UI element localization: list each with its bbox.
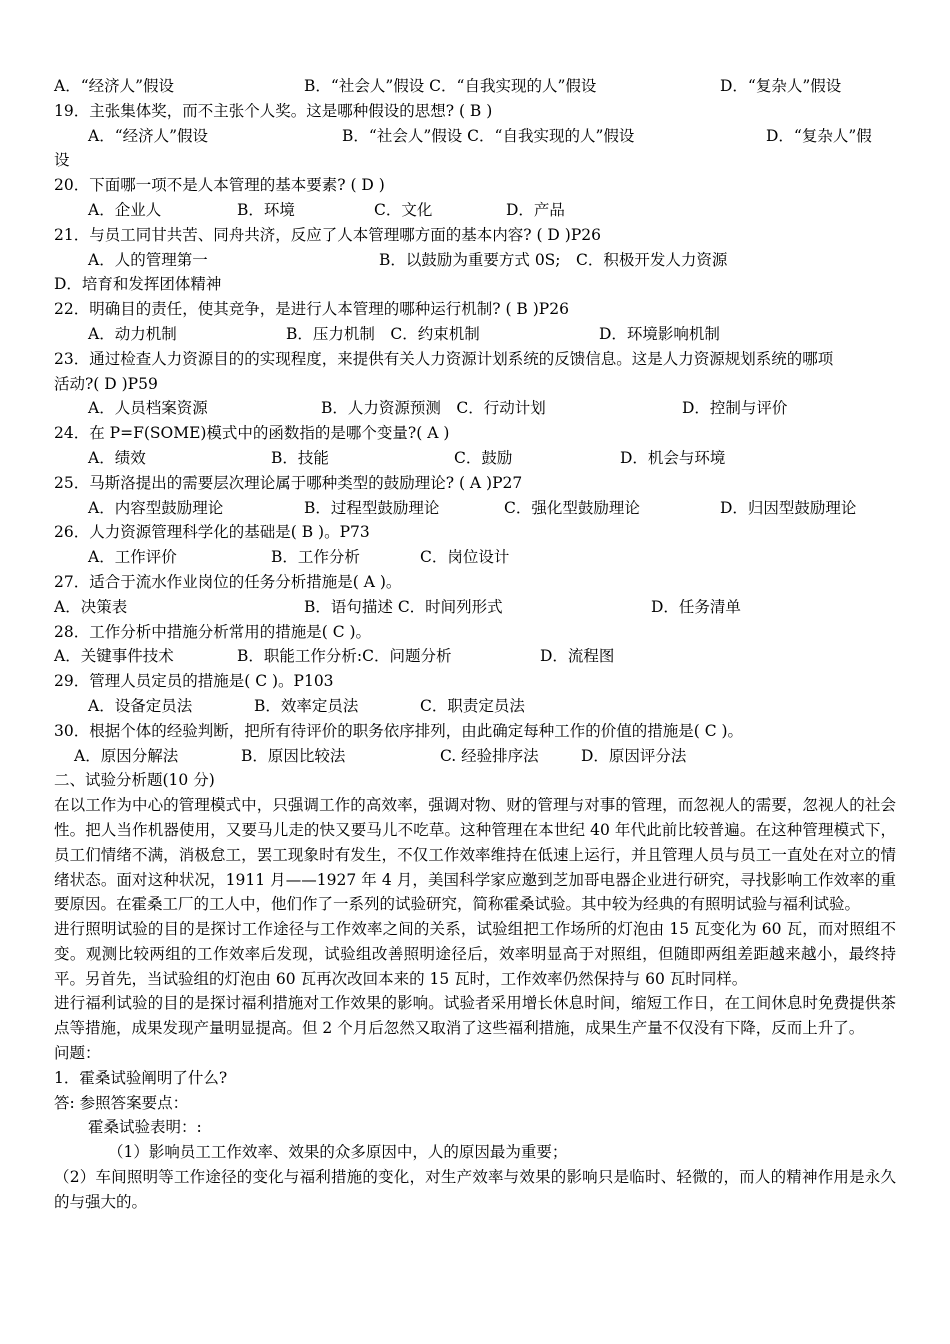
q26-option-c: C．岗位设计	[420, 548, 510, 567]
q21-options	[54, 248, 896, 273]
section2-paragraph-3: 进行福利试验的目的是探讨福利措施对工作效果的影响。试验者采用增长休息时间，缩短工作日，在工间休息时免费提供茶点等措施，成果发现产量明显提高。但 2 个月后忽然又取消了这些福利措施，成果生产量不仅没有下降，反而上升了。	[54, 994, 896, 1038]
q23-option-a: A．人员档案资源	[88, 399, 208, 418]
q26-option-b: B．工作分析	[271, 548, 360, 567]
q22-question: 22．明确目的责任，使其竞争，是进行人本管理的哪种运行机制? ( B )P26	[54, 300, 569, 319]
answer-intro: 霍桑试验表明：:	[88, 1118, 202, 1137]
section2-paragraph-1: 在以工作为中心的管理模式中，只强调工作的高效率，强调对物、财的管理与对事的管理，而忽视人的需要，忽视人的社会性。把人当作机器使用，又要马儿走的快又要马儿不吃草。这种管理在本世纪 40 年代此前比较普遍。在这种管理模式下，员工们情绪不满，消极怠工，罢工现象时有发生，不仅工作效率维持在低速上运行，并且管理人员与员工一直处在对立的情绪状态。面对这种状况，1911 月——1927 年 4 月，美国科学家应邀到芝加哥电器企业进行研究，寻找影响工作效率的重要原因。在霍桑工厂的工人中，他们作了一系列的试验研究，简称霍桑试验。其中较为经典的有照明试验与福利试验。	[54, 796, 896, 914]
q24-option-a: A．绩效	[88, 448, 146, 467]
q23-question: 23．通过检查人力资源目的的实现程度，来提供有关人力资源计划系统的反馈信息。这是人力资源规划系统的哪项	[54, 349, 834, 368]
q19-options	[54, 124, 896, 149]
q25-option-a: A．内容型鼓励理论	[88, 498, 224, 517]
q29-question: 29．管理人员定员的措施是( C )。P103	[54, 672, 334, 691]
q27-options	[54, 595, 896, 620]
q19-option-d: D．“复杂人”假	[766, 126, 872, 145]
q23-option-bc: B．人力资源预测 C．行动计划	[321, 399, 546, 418]
section2-paragraph-2: 进行照明试验的目的是探讨工作途径与工作效率之间的关系，试验组把工作场所的灯泡由 15 瓦变化为 60 瓦，而对照组不变。观测比较两组的工作效率后发现，试验组改善照明途径后，效率明显高于对照组，但随即两组差距越来越小，最终持平。另首先，当试验组的灯泡由 60 瓦再次改回本来的 15 瓦时，工作效率仍然保持与 60 瓦时同样。	[54, 920, 896, 988]
q20-option-d: D．产品	[506, 200, 565, 219]
q29-options	[54, 694, 896, 719]
q20-option-c: C．文化	[374, 200, 433, 219]
section2-question-1: 1．霍桑试验阐明了什么?	[54, 1068, 228, 1087]
q22-options	[54, 322, 896, 347]
q19-option-a: A．“经济人”假设	[88, 126, 209, 145]
q22-option-bc: B．压力机制 C．约束机制	[286, 324, 480, 343]
q28-option-bc: B．职能工作分析:C．问题分析	[237, 647, 452, 666]
q18-option-d: D．“复杂人”假设	[720, 77, 842, 95]
document-content	[54, 74, 896, 1215]
q29-option-c: C．职责定员法	[420, 696, 525, 715]
q24-option-c: C．鼓励	[454, 448, 513, 467]
q26-options	[54, 545, 896, 570]
answer-point-1: （1）影响员工工作效率、效果的众多原因中，人的原因最为重要；	[108, 1143, 568, 1162]
q21-option-a: A．人的管理第一	[88, 250, 208, 269]
q21-option-d: D．培育和发挥团体精神	[54, 275, 222, 294]
q22-option-d: D．环境影响机制	[599, 324, 720, 343]
q30-option-b: B．原因比较法	[241, 746, 346, 765]
q20-question: 20．下面哪一项不是人本管理的基本要素? ( D )	[54, 176, 385, 195]
q28-option-d: D．流程图	[540, 647, 615, 666]
q18-option-a: A．“经济人”假设	[54, 77, 175, 95]
q28-question: 28．工作分析中措施分析常用的措施是( C )。	[54, 622, 372, 641]
q22-option-a: A．动力机制	[88, 324, 177, 343]
q25-question: 25．马斯洛提出的需要层次理论属于哪种类型的鼓励理论? ( A )P27	[54, 473, 523, 492]
answer-point-2: （2）车间照明等工作途径的变化与福利措施的变化，对生产效率与效果的影响只是临时、轻微的，而人的精神作用是永久的与强大的。	[54, 1168, 896, 1211]
q24-option-d: D．机会与环境	[620, 448, 726, 467]
q26-question: 26．人力资源管理科学化的基础是( B )。P73	[54, 523, 370, 542]
q18-option-bc: B．“社会人”假设 C．“自我实现的人”假设	[304, 77, 597, 95]
q25-options	[54, 496, 896, 521]
q20-option-a: A．企业人	[88, 200, 162, 219]
q27-question: 27．适合于流水作业岗位的任务分析措施是( A )。	[54, 572, 402, 591]
q23-options	[54, 396, 896, 421]
q19-question: 19．主张集体奖，而不主张个人奖。这是哪种假设的思想? ( B )	[54, 101, 493, 120]
q18-options	[54, 74, 896, 99]
q30-option-a: A．原因分解法	[74, 746, 179, 765]
q20-option-b: B．环境	[237, 200, 295, 219]
q28-option-a: A．关键事件技术	[54, 647, 174, 666]
q20-options	[54, 198, 896, 223]
q21-option-bc: B．以鼓励为重要方式 0S; C．积极开发人力资源	[379, 250, 728, 269]
q27-option-bc: B．语句描述 C．时间列形式	[304, 597, 503, 616]
q24-question: 24．在 P=F(SOME)模式中的函数指的是哪个变量?( A )	[54, 424, 450, 443]
q24-option-b: B．技能	[271, 448, 329, 467]
q25-option-c: C．强化型鼓励理论	[504, 498, 640, 517]
q28-options	[54, 644, 896, 669]
q30-option-c: C. 经验排序法	[440, 746, 539, 765]
q30-options	[54, 744, 896, 769]
q25-option-b: B．过程型鼓励理论	[304, 498, 440, 517]
q27-option-a: A．决策表	[54, 597, 128, 616]
q30-question: 30．根据个体的经验判断，把所有待评价的职务依序排列，由此确定每种工作的价值的措施是( C )。	[54, 721, 744, 740]
q23-option-d: D．控制与评价	[682, 399, 788, 418]
q19-option-bc: B．“社会人”假设 C．“自我实现的人”假设	[342, 126, 635, 145]
q21-question: 21．与员工同甘共苦、同舟共济，反应了人本管理哪方面的基本内容? ( D )P26	[54, 225, 601, 244]
questions-label: 问题：	[54, 1044, 101, 1063]
q21-option-d-line	[54, 272, 896, 297]
q30-option-d: D．原因评分法	[581, 746, 687, 765]
q26-option-a: A．工作评价	[88, 548, 177, 567]
q19-wrap: 设	[54, 151, 70, 170]
q29-option-a: A．设备定员法	[88, 696, 193, 715]
q27-option-d: D．任务清单	[651, 597, 741, 616]
answer-label: 答: 参照答案要点：	[54, 1093, 189, 1112]
section2-heading: 二、试验分析题(10 分)	[54, 771, 215, 790]
q23-question-cont: 活动?( D )P59	[54, 374, 158, 393]
q29-option-b: B．效率定员法	[254, 696, 359, 715]
q24-options	[54, 446, 896, 471]
q25-option-d: D．归因型鼓励理论	[720, 498, 857, 517]
